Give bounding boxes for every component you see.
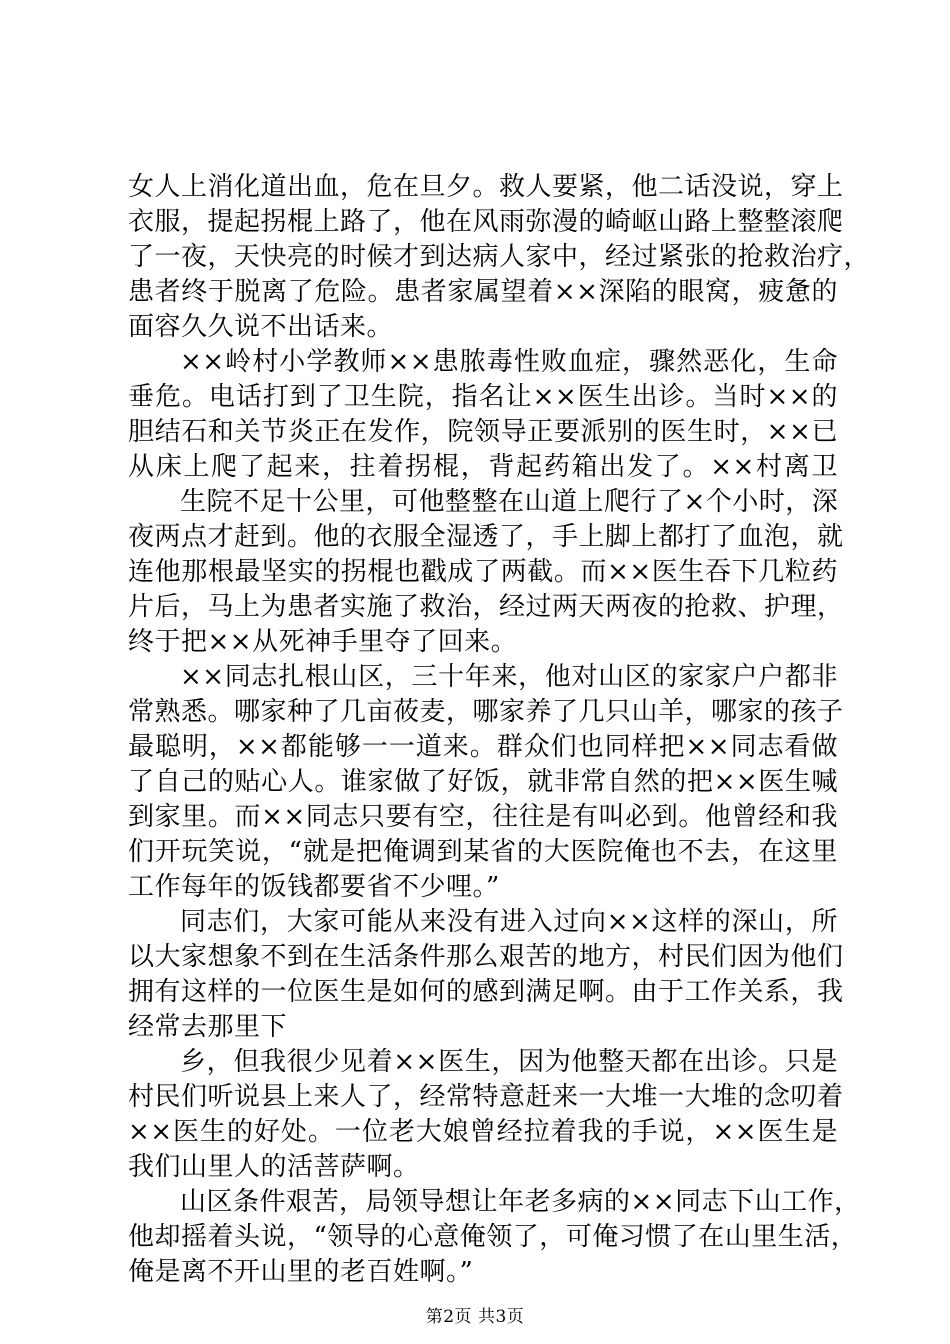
body-text [128,170,871,1290]
page-footer [0,1302,950,1327]
paragraph-7 [128,1185,861,1290]
text-line: 乡，但我很少见着××医生，因为他整天都在出诊。只是 [180,1047,838,1077]
text-line: 经常去那里下 [128,1012,288,1042]
text-line: 衣服，提起拐棍上路了，他在风雨弥漫的崎岖山路上整整滚爬 [128,207,844,237]
page-number: 第2页 共3页 [425,1307,525,1327]
text-line: 拥有这样的一位医生是如何的感到满足啊。由于工作关系，我 [128,977,844,1007]
text-line: 片后，马上为患者实施了救治，经过两天两夜的抢救、护理， [128,592,844,622]
text-line: ××同志扎根山区，三十年来，他对山区的家家户户都非 [180,662,838,692]
paragraph-3 [128,485,844,660]
text-line: 垂危。电话打到了卫生院，指名让××医生出诊。当时××的 [128,382,838,412]
text-line: 村民们听说县上来人了，经常特意赶来一大堆一大堆的念叨着 [128,1082,844,1112]
text-line: 夜两点才赶到。他的衣服全湿透了，手上脚上都打了血泡，就 [128,522,844,552]
paragraph-6 [128,1045,844,1185]
paragraph-4 [128,660,844,905]
text-line: 到家里。而××同志只要有空，往往是有叫必到。他曾经和我 [128,802,838,832]
text-line: 以大家想象不到在生活条件那么艰苦的地方，村民们因为他们 [128,942,844,972]
text-line: 了一夜，天快亮的时候才到达病人家中，经过紧张的抢救治疗， [128,242,871,272]
text-line: 终于把××从死神手里夺了回来。 [128,627,518,657]
text-line: 们开玩笑说，“就是把俺调到某省的大医院俺也不去，在这里 [128,837,838,867]
text-line: 常熟悉。哪家种了几亩莜麦，哪家养了几只山羊，哪家的孩子 [128,697,844,727]
text-line: 我们山里人的活菩萨啊。 [128,1152,420,1182]
text-line: ××医生的好处。一位老大娘曾经拉着我的手说，××医生是 [128,1117,838,1147]
text-line: 工作每年的饭钱都要省不少哩。” [128,872,500,902]
text-line: 生院不足十公里，可他整整在山道上爬行了×个小时，深 [180,487,839,517]
text-line: 俺是离不开山里的老百姓啊。” [128,1257,474,1287]
text-line: 最聪明，××都能够一一道来。群众们也同样把××同志看做 [128,732,838,762]
text-line: 患者终于脱离了危险。患者家属望着××深陷的眼窝，疲惫的 [128,277,838,307]
paragraph-2 [128,345,838,485]
text-line: 了自己的贴心人。谁家做了好饭，就非常自然的把××医生喊 [128,767,838,797]
text-line: 他却摇着头说，“领导的心意俺领了，可俺习惯了在山里生活， [128,1222,858,1252]
text-line: 从床上爬了起来，拄着拐棍，背起药箱出发了。××村离卫 [128,452,838,482]
paragraph-5 [128,905,844,1045]
text-line: 山区条件艰苦，局领导想让年老多病的××同志下山工作， [180,1187,861,1217]
text-line: ××岭村小学教师××患脓毒性败血症，骤然恶化，生命 [180,347,838,377]
paragraph-1 [128,170,871,345]
text-line: 胆结石和关节炎正在发作，院领导正要派别的医生时，××已 [128,417,838,447]
text-line: 同志们，大家可能从来没有进入过向××这样的深山，所 [180,907,838,937]
text-line: 女人上消化道出血，危在旦夕。救人要紧，他二话没说，穿上 [128,172,844,202]
text-line: 连他那根最坚实的拐棍也戳成了两截。而××医生吞下几粒药 [128,557,838,587]
text-line: 面容久久说不出话来。 [128,312,394,342]
